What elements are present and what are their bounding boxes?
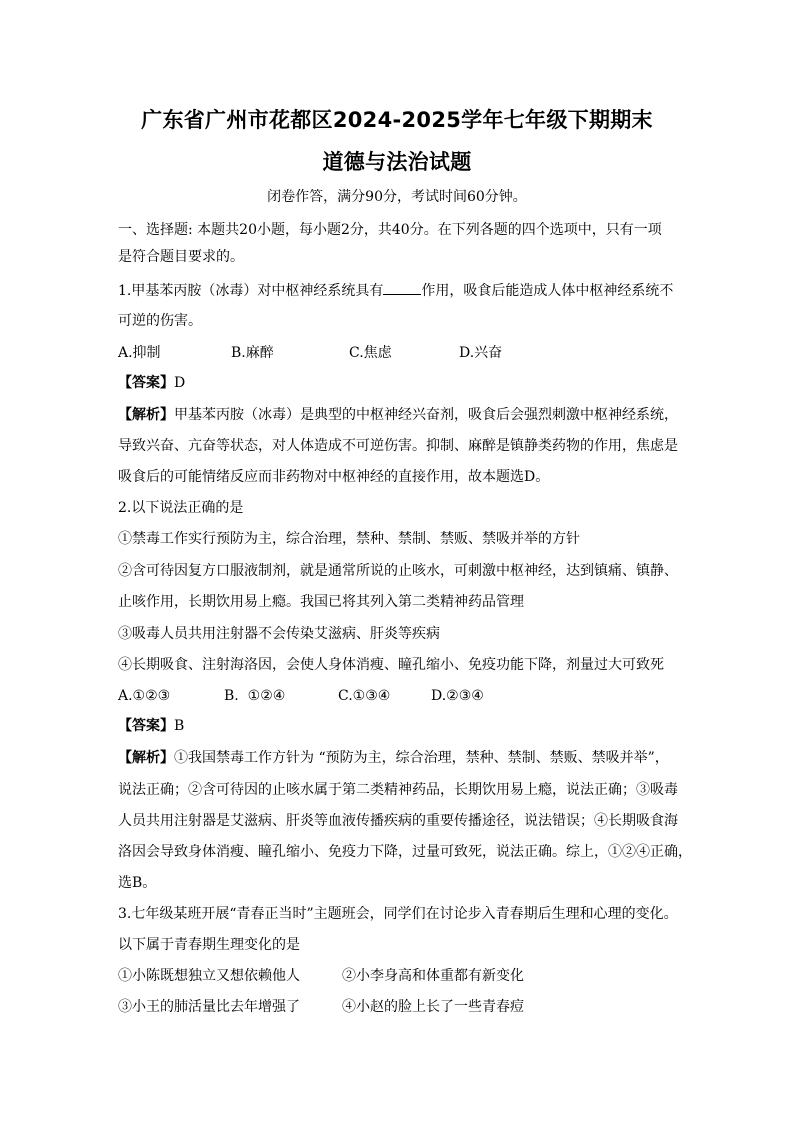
answer-label: 【答案】	[118, 375, 174, 391]
question-3-stem-cont: 以下属于青春期生理变化的是	[118, 937, 300, 953]
question-2-analysis-line5: 选B。	[118, 875, 157, 891]
question-2-statement-3: ③吸毒人员共用注射器不会传染艾滋病、肝炎等疾病	[118, 626, 440, 642]
page-subject-title: 道德与法治试题	[322, 150, 472, 174]
section-heading: 一、选择题: 本题共20小题，每小题2分，共40分。在下列各题的四个选项中，只有一项	[118, 222, 662, 238]
question-2-analysis-line2: 说法正确；②含可待因的止咳水属于第二类精神药品，长期饮用易上瘾，说法正确；③吸毒	[118, 782, 678, 798]
question-3-statement-4: ④小赵的脸上长了一些青春痘	[342, 999, 524, 1015]
q1-stem-part2: 作用，吸食后能造成人体中枢神经系统不	[421, 283, 674, 299]
analysis-text: 甲基苯丙胺（冰毒）是典型的中枢神经兴奋剂，吸食后会强烈刺激中枢神经系统，	[174, 407, 678, 423]
question-2-stem: 2.以下说法正确的是	[118, 500, 244, 516]
question-1-analysis	[118, 405, 684, 425]
question-1-analysis-line2: 导致兴奋、亢奋等状态，对人体造成不可逆伤害。抑制、麻醉是镇静类药物的作用，焦虑是	[118, 438, 678, 454]
answer-label: 【答案】	[118, 718, 174, 734]
question-2-analysis	[118, 748, 684, 768]
question-1-answer	[118, 373, 684, 393]
page-title: 广东省广州市花都区2024-2025学年七年级下期期末	[141, 108, 653, 132]
option-b: B.麻醉	[231, 345, 274, 361]
option-a: A.抑制	[118, 345, 161, 361]
option-b: B. ①②④	[224, 688, 286, 704]
analysis-label: 【解析】	[118, 750, 174, 766]
question-2-statement-1: ①禁毒工作实行预防为主，综合治理，禁种、禁制、禁贩、禁吸并举的方针	[118, 531, 580, 547]
question-1-stem-cont: 可逆的伤害。	[118, 313, 202, 329]
section-heading-cont: 是符合题目要求的。	[118, 249, 244, 265]
question-3-statement-1: ①小陈既想独立又想依赖他人	[118, 968, 300, 984]
question-3-statement-2: ②小李身高和体重都有新变化	[342, 968, 524, 984]
question-2-answer	[118, 716, 684, 736]
analysis-label: 【解析】	[118, 407, 174, 423]
answer-blank	[383, 280, 421, 295]
question-3-stem: 3.七年级某班开展“青春正当时”主题班会，同学们在讨论步入青春期后生理和心理的变化。	[118, 906, 678, 922]
option-c: C.①③④	[338, 688, 391, 704]
question-2-statement-4: ④长期吸食、注射海洛因，会使人身体消瘦、瞳孔缩小、免疫功能下降，剂量过大可致死	[118, 657, 664, 673]
question-1-analysis-line3: 吸食后的可能情绪反应而非药物对中枢神经的直接作用，故本题选D。	[118, 469, 550, 485]
option-a: A.①②③	[118, 688, 171, 704]
question-2-statement-2: ②含可待因复方口服液制剂，就是通常所说的止咳水，可刺激中枢神经，达到镇痛、镇静、	[118, 563, 678, 579]
option-c: C.焦虑	[349, 345, 392, 361]
question-2-analysis-line4: 洛因会导致身体消瘦、瞳孔缩小、免疫力下降，过量可致死，说法正确。综上，①②④正确，	[118, 844, 692, 860]
option-d: D.兴奋	[459, 345, 503, 361]
question-2-analysis-line3: 人员共用注射器是艾滋病、肝炎等血液传播疾病的重要传播途径，说法错误；④长期吸食海	[118, 813, 678, 829]
question-3-statement-3: ③小王的肺活量比去年增强了	[118, 999, 300, 1015]
option-d: D.②③④	[431, 688, 484, 704]
answer-value: D	[174, 375, 186, 391]
analysis-text: ①我国禁毒工作方针为 “预防为主，综合治理，禁种、禁制、禁贩、禁吸并举”，	[174, 750, 669, 766]
q1-stem-part1: 1.甲基苯丙胺（冰毒）对中枢神经系统具有	[118, 283, 384, 299]
exam-instructions: 闭卷作答，满分90分，考试时间60分钟。	[267, 189, 527, 205]
answer-value: B	[174, 718, 185, 734]
question-2-statement-2-cont: 止咳作用，长期饮用易上瘾。我国已将其列入第二类精神药品管理	[118, 594, 524, 610]
question-1-stem	[118, 280, 684, 301]
